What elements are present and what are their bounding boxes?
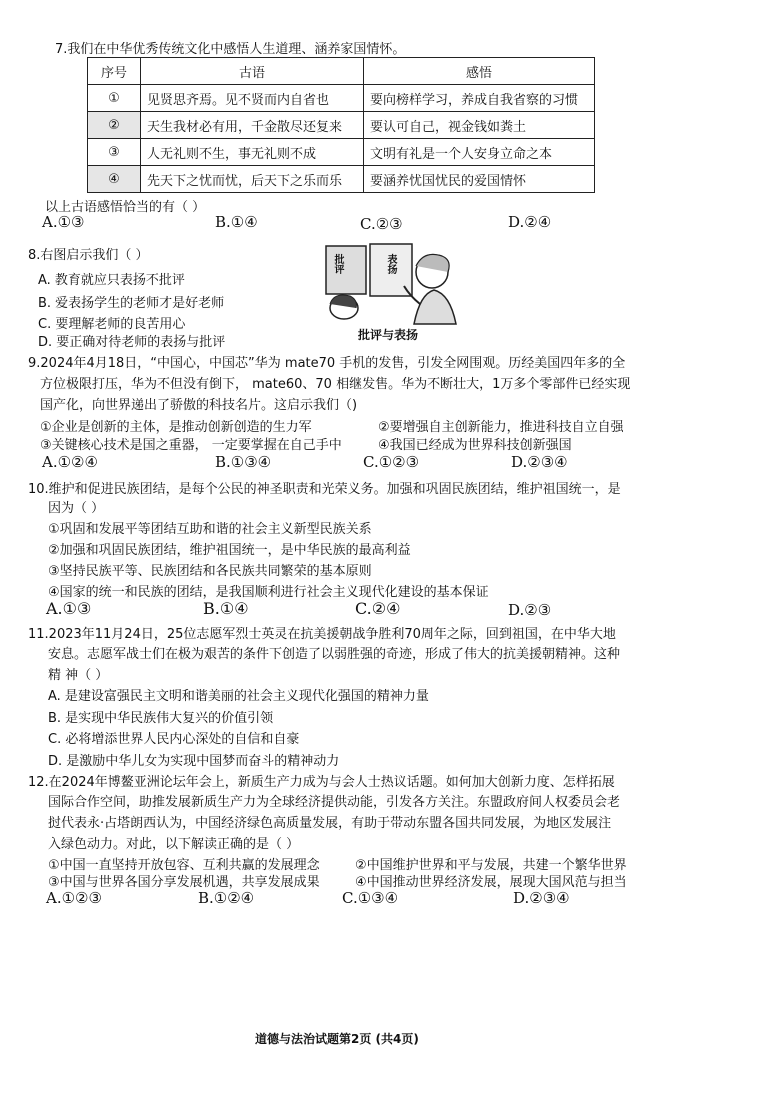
q11-stem-line: 安息。志愿军战士们在极为艰苦的条件下创造了以弱胜强的奇迹，形成了伟大的抗美援朝精神。这种	[48, 647, 621, 662]
q11-stem-line: 精 神（ ）	[48, 668, 109, 683]
q8-option-a: A. 教育就应只表扬不批评	[38, 273, 185, 288]
cartoon-caption: 批评与表扬	[358, 328, 419, 342]
q9-option-d: D.②③④	[511, 453, 568, 471]
q9-option-a: A.①②④	[42, 453, 98, 471]
table-cell: 要向榜样学习，养成自我省察的习惯	[364, 85, 595, 112]
table-row	[88, 112, 595, 139]
q8-option-c: C. 要理解老师的良苦用心	[38, 317, 186, 332]
q9-item-1: ①企业是创新的主体，是推动创新创造的生力军	[40, 420, 312, 435]
table-header: 序号	[88, 58, 141, 85]
q7-option-d: D.②④	[508, 213, 552, 231]
q12-item-2: ②中国维护世界和平与发展，共建一个繁华世界	[355, 858, 627, 873]
q11-option-b: B. 是实现中华民族伟大复兴的价值引领	[48, 711, 274, 726]
q9-item-2: ②要增强自主创新能力，推进科技自立自强	[378, 420, 624, 435]
q10-option-b: B.①④	[203, 599, 249, 618]
q10-option-a: A.①③	[46, 599, 92, 618]
table-cell: ④	[88, 166, 141, 193]
q9-item-3: ③关键核心技术是国之重器， 一定要掌握在自己手中	[40, 438, 342, 453]
cartoon-sign-right: 表扬	[385, 254, 396, 274]
q7-question: 以上古语感悟恰当的有（ ）	[45, 200, 206, 215]
table-row	[88, 139, 595, 166]
table-cell: 人无礼则不生，事无礼则不成	[141, 139, 364, 166]
q7-option-a: A.①③	[42, 213, 85, 231]
q11-option-c: C. 必将增添世界人民内心深处的自信和自豪	[48, 732, 300, 747]
table-header: 感悟	[364, 58, 595, 85]
q9-stem-line: 9.2024年4月18日，“中国心，中国芯”华为 mate70 手机的发售，引发全网围观。历经美国四年多的全	[28, 356, 626, 371]
q10-item-3: ③坚持民族平等、民族团结和各民族共同繁荣的基本原则	[48, 564, 372, 579]
q9-stem-line: 方位极限打压，华为不但没有倒下， mate60、70 相继发售。华为不断壮大，1万多个零部件已经实现	[40, 377, 631, 392]
q7-stem: 7.我们在中华优秀传统文化中感悟人生道理、涵养家国情怀。	[55, 42, 406, 57]
q12-stem-line: 12.在2024年博鳌亚洲论坛年会上，新质生产力成为与会人士热议话题。如何加大创新力度、怎样拓展	[28, 775, 615, 790]
table-cell: 文明有礼是一个人安身立命之本	[364, 139, 595, 166]
table-cell: 要认可自己，视金钱如粪土	[364, 112, 595, 139]
q12-stem-line: 入绿色动力。对此，以下解读正确的是（ ）	[48, 837, 300, 852]
q10-option-c: C.②④	[355, 599, 401, 618]
q7-option-c: C.②③	[360, 215, 403, 233]
table-row	[88, 166, 595, 193]
q11-option-a: A. 是建设富强民主文明和谐美丽的社会主义现代化强国的精神力量	[48, 689, 429, 704]
q7-table	[87, 57, 595, 193]
q11-option-d: D. 是激励中华儿女为实现中国梦而奋斗的精神动力	[48, 754, 340, 769]
q12-item-3: ③中国与世界各国分享发展机遇，共享发展成果	[48, 875, 320, 890]
q7-option-b: B.①④	[215, 213, 258, 231]
table-cell: 天生我材必有用，千金散尽还复来	[141, 112, 364, 139]
cartoon-sign-left: 批评	[332, 254, 343, 274]
q10-item-1: ①巩固和发展平等团结互助和谐的社会主义新型民族关系	[48, 522, 372, 537]
q12-option-d: D.②③④	[513, 889, 570, 907]
q12-option-b: B.①②④	[198, 889, 255, 907]
table-row	[88, 85, 595, 112]
q9-option-b: B.①③④	[215, 453, 272, 471]
q10-item-4: ④国家的统一和民族的团结，是我国顺利进行社会主义现代化建设的基本保证	[48, 585, 489, 600]
q10-stem-line: 因为（ ）	[48, 501, 105, 516]
table-header: 古语	[141, 58, 364, 85]
page-footer: 道德与法治试题第2页 (共4页)	[255, 1032, 419, 1046]
q12-option-c: C.①③④	[342, 889, 399, 907]
q12-stem-line: 国际合作空间，助推发展新质生产力为全球经济提供动能，引发各方关注。东盟政府间人权委员会老	[48, 795, 621, 810]
table-cell: 先天下之忧而忧，后天下之乐而乐	[141, 166, 364, 193]
q8-option-d: D. 要正确对待老师的表扬与批评	[38, 335, 226, 350]
q9-item-4: ④我国已经成为世界科技创新强国	[378, 438, 572, 453]
criticism-praise-cartoon	[320, 242, 462, 342]
q8-stem: 8.右图启示我们（ ）	[28, 248, 149, 263]
table-cell: ③	[88, 139, 141, 166]
q12-stem-line: 挝代表永·占塔朗西认为，中国经济绿色高质量发展，有助于带动东盟各国共同发展，为地区发展注	[48, 816, 612, 831]
q12-option-a: A.①②③	[46, 889, 102, 907]
table-cell: 见贤思齐焉。见不贤而内自省也	[141, 85, 364, 112]
q10-item-2: ②加强和巩固民族团结，维护祖国统一，是中华民族的最高利益	[48, 543, 411, 558]
q9-stem-line: 国产化，向世界递出了骄傲的科技名片。这启示我们（)	[40, 398, 358, 413]
q10-option-d: D.②③	[508, 601, 552, 619]
q9-option-c: C.①②③	[363, 453, 420, 471]
table-cell: ②	[88, 112, 141, 139]
q12-item-1: ①中国一直坚持开放包容、互利共赢的发展理念	[48, 858, 320, 873]
q8-option-b: B. 爱表扬学生的老师才是好老师	[38, 296, 225, 311]
table-cell: 要涵养忧国忧民的爱国情怀	[364, 166, 595, 193]
q11-stem-line: 11.2023年11月24日，25位志愿军烈士英灵在抗美援朝战争胜利70周年之际，回到祖国，在中华大地	[28, 627, 616, 642]
table-cell: ①	[88, 85, 141, 112]
table-header-row	[88, 58, 595, 85]
q10-stem-line: 10.维护和促进民族团结，是每个公民的神圣职责和光荣义务。加强和巩固民族团结，维护祖国统一，是	[28, 482, 621, 497]
q12-item-4: ④中国推动世界经济发展，展现大国风范与担当	[355, 875, 627, 890]
